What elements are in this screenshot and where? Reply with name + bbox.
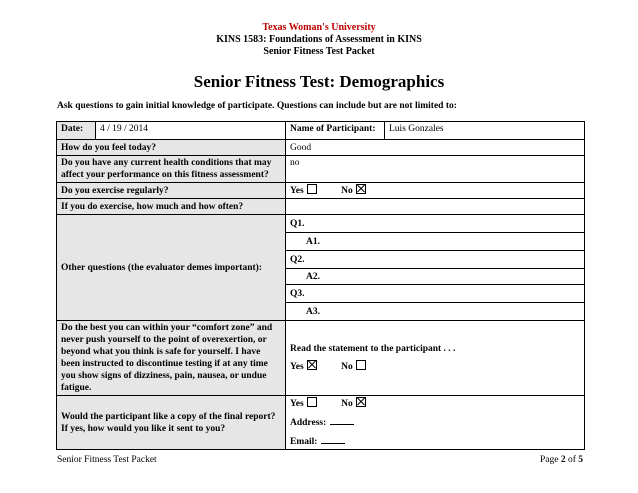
page-prefix: Page (539, 455, 559, 465)
name-field[interactable]: Luis Gonzales (389, 124, 444, 134)
name-cell (286, 122, 585, 140)
other-a3[interactable]: A3. (286, 303, 585, 321)
question-feel: How do you feel today? (57, 140, 286, 156)
page-of: of (567, 455, 576, 465)
date-field[interactable]: 4 / 19 / 2014 (96, 122, 285, 139)
question-best-effort: Do the best you can within your “comfort zone” and never push yourself to the point of overexertion, or beyond what you think is safe for yourself. I have been instructed to discontinue testing if at any time you show signs of dizziness, pain, nausea, or undue fatigue. (57, 321, 286, 396)
other-a1[interactable]: A1. (286, 233, 585, 251)
statement-no-label: No (341, 362, 353, 372)
address-field[interactable] (330, 416, 354, 425)
copy-yes-checkbox[interactable] (307, 397, 317, 407)
question-health: Do you have any current health conditions that may affect your performance on this fitness assessment? (57, 156, 286, 183)
date-cell (57, 122, 286, 140)
answer-feel[interactable]: Good (286, 140, 585, 156)
answer-copy (286, 396, 585, 450)
copy-yes-label: Yes (290, 399, 304, 409)
copy-no-checkbox[interactable] (356, 397, 366, 407)
document-header (0, 22, 638, 58)
page-number (540, 455, 583, 465)
exercise-yes-label: Yes (290, 186, 304, 196)
copy-no-label: No (341, 399, 353, 409)
other-a2[interactable]: A2. (286, 269, 585, 285)
page-title: Senior Fitness Test: Demographics (193, 72, 445, 91)
demographics-form (56, 121, 585, 450)
answer-best-effort (286, 321, 585, 396)
question-how-often: If you do exercise, how much and how often? (57, 199, 286, 215)
read-statement: Read the statement to the participant . . . (290, 344, 456, 354)
question-other: Other questions (the evaluator demes important): (57, 215, 286, 321)
other-q1[interactable]: Q1. (286, 215, 585, 233)
exercise-no-label: No (341, 186, 353, 196)
exercise-no-checkbox[interactable] (356, 184, 366, 194)
other-q3[interactable]: Q3. (286, 285, 585, 303)
question-exercise: Do you exercise regularly? (57, 183, 286, 199)
date-label: Date: (57, 122, 96, 139)
page-current: 2 (560, 455, 566, 465)
email-field[interactable] (321, 435, 345, 444)
university-name: Texas Woman's University (262, 22, 376, 33)
statement-no-checkbox[interactable] (356, 360, 366, 370)
email-label: Email: (290, 437, 318, 447)
question-copy: Would the participant like a copy of the final report? If yes, how would you like it sent to you? (57, 396, 286, 450)
statement-yes-checkbox[interactable] (307, 360, 317, 370)
name-label: Name of Participant: (286, 122, 385, 139)
course-name: KINS 1583: Foundations of Assessment in KINS (216, 34, 422, 45)
page-total: 5 (578, 455, 583, 465)
footer-packet: Senior Fitness Test Packet (57, 455, 157, 465)
address-label: Address: (290, 418, 327, 428)
answer-exercise (286, 183, 585, 199)
answer-health[interactable]: no (286, 156, 585, 183)
intro-text: Ask questions to gain initial knowledge of participate. Questions can include but are not limited to: (57, 101, 457, 111)
other-q2[interactable]: Q2. (286, 251, 585, 269)
exercise-yes-checkbox[interactable] (307, 184, 317, 194)
packet-name: Senior Fitness Test Packet (263, 46, 375, 57)
statement-yes-label: Yes (290, 362, 304, 372)
answer-how-often[interactable] (286, 199, 585, 215)
